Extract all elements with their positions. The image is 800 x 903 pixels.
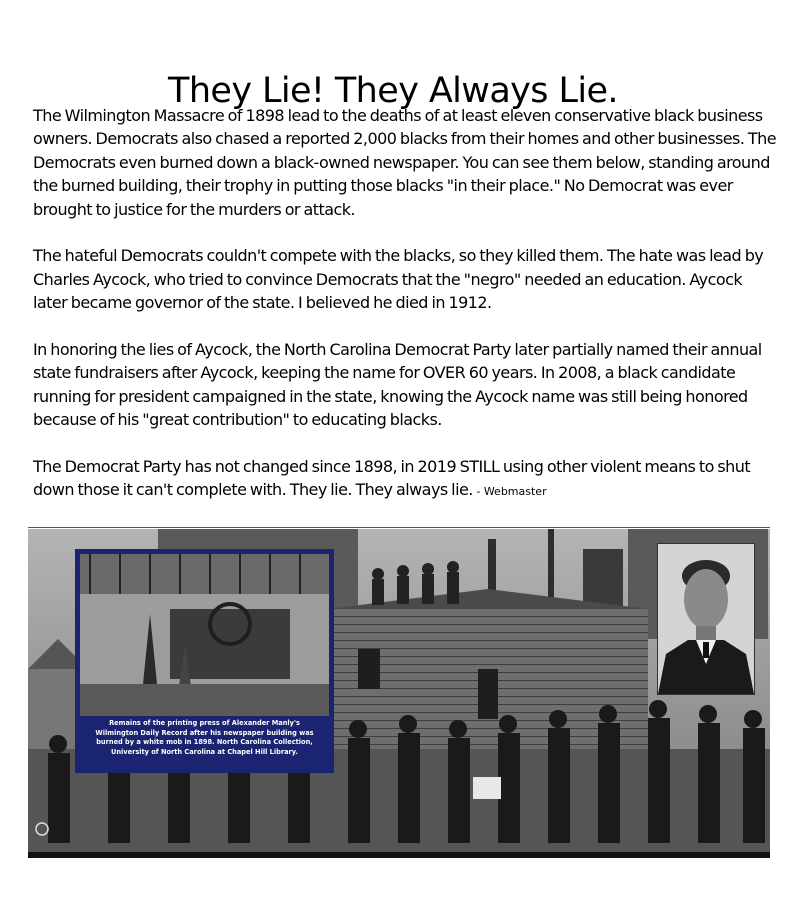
photo-bottom-border xyxy=(28,852,770,858)
paragraph-massacre: The Wilmington Massacre of 1898 lead to the deaths of at least eleven conservative black business owners. Democrats also chased a reported 2,000 blacks from their homes and other businesses. The Democrats even burned down a black-owned newspaper. You can see them below, standing around the burned building, their trophy in putting those blacks "in their place." No Democrat was ever brought to justice for the murders or attack. xyxy=(33,106,777,219)
aycock-portrait xyxy=(657,543,755,695)
printing-press-inset xyxy=(75,549,334,773)
article-body xyxy=(33,104,778,527)
caption-line: Wilmington Daily Record after his newspaper building was xyxy=(95,728,314,737)
inset-caption xyxy=(81,719,328,757)
printing-press-ruins xyxy=(80,554,329,716)
caption-line: University of North Carolina at Chapel Hill Library. xyxy=(111,747,298,756)
portrait-figure xyxy=(658,544,754,694)
caption-line: burned by a white mob in 1898. North Carolina Collection, xyxy=(96,738,313,747)
photo-top-rule xyxy=(28,527,770,528)
page-title: They Lie! They Always Lie. xyxy=(168,71,618,112)
paragraph-aycock: The hateful Democrats couldn't compete with the blacks, so they killed them. The hate was lead by Charles Aycock, who tried to convince Democrats that the "negro" needed an education. Aycock later became governor of the state. I believed he died in 1912. xyxy=(33,246,764,313)
paragraph-fundraisers: In honoring the lies of Aycock, the North Carolina Democrat Party later partially named their annual state fundraisers after Aycock, keeping the name for OVER 60 years. In 2008, a black candidate running for president campaigned in the state, knowing the Aycock name was still being honored because of his "great contribution" to educating blacks. xyxy=(33,340,762,430)
printing-press-photo xyxy=(80,554,329,716)
paragraph-conclusion xyxy=(33,455,778,504)
conclusion-text: The Democrat Party has not changed since 1898, in 2019 STILL using other violent means to shut down those it can't complete with. They lie. They always lie. xyxy=(33,457,751,500)
signature: - Webmaster xyxy=(476,485,547,499)
caption-line: Remains of the printing press of Alexander Manly's xyxy=(109,719,300,727)
